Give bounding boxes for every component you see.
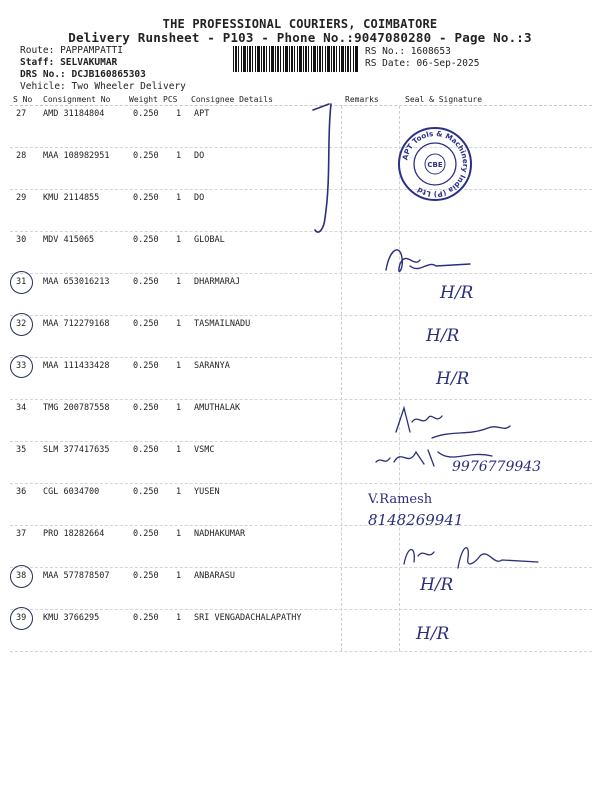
row-divider [10, 357, 592, 358]
company-stamp [397, 126, 473, 202]
col-seal-signature: Seal & Signature [405, 95, 483, 104]
rs-no-label: RS No.: [365, 46, 406, 57]
row-divider [10, 651, 592, 652]
bracket-mark [305, 98, 345, 243]
row-pcs: 1 [176, 613, 182, 623]
stamp-center-text: CBE [427, 161, 443, 169]
row-weight: 0.250 [133, 319, 159, 329]
row-sno: 36 [16, 487, 27, 497]
row-consignee: AMUTHALAK [194, 403, 241, 413]
row-consignee: SARANYA [194, 361, 230, 371]
row-weight: 0.250 [133, 529, 159, 539]
hr-mark-33: H/R [436, 369, 470, 389]
row-divider [10, 609, 592, 610]
rs-date-label: RS Date: [365, 58, 411, 69]
route-value: PAPPAMPATTI [60, 45, 123, 56]
row-consignment: MDV 415065 [43, 235, 95, 245]
hr-mark-31: H/R [440, 283, 474, 303]
drs-label: DRS No.: [20, 69, 66, 80]
hr-mark-39: H/R [416, 624, 450, 644]
phone-36: 8148269941 [368, 511, 464, 529]
row-consignee: DHARMARAJ [194, 277, 241, 287]
name-36: V.Ramesh [368, 492, 433, 507]
row-sno: 27 [16, 109, 27, 119]
row-consignee: VSMC [194, 445, 215, 455]
row-divider [10, 231, 592, 232]
vehicle-value: Two Wheeler Delivery [71, 81, 186, 92]
row-weight: 0.250 [133, 277, 159, 287]
row-sno: 30 [16, 235, 27, 245]
route-label: Route: [20, 45, 55, 56]
row-sno: 39 [16, 613, 27, 623]
row-sno: 31 [16, 277, 27, 287]
runsheet-subtitle: Delivery Runsheet - P103 - Phone No.:9047080280 - Page No.:3 [68, 30, 532, 45]
row-weight: 0.250 [133, 361, 159, 371]
rs-date-field [365, 58, 479, 69]
row-consignment: AMD 31184804 [43, 109, 105, 119]
signature-31 [380, 240, 490, 288]
row-consignment: KMU 3766295 [43, 613, 100, 623]
row-pcs: 1 [176, 151, 182, 161]
row-consignment: SLM 377417635 [43, 445, 110, 455]
row-weight: 0.250 [133, 571, 159, 581]
row-consignee: ANBARASU [194, 571, 235, 581]
vehicle-field [20, 81, 186, 92]
drs-value: DCJB160865303 [71, 69, 146, 80]
col-consignee: Consignee Details [191, 95, 273, 104]
row-sno: 32 [16, 319, 27, 329]
header-divider [10, 105, 592, 106]
row-divider [10, 483, 592, 484]
row-pcs: 1 [176, 571, 182, 581]
col-weight: Weight [129, 95, 158, 104]
row-sno: 29 [16, 193, 27, 203]
row-divider [10, 147, 592, 148]
row-weight: 0.250 [133, 235, 159, 245]
drs-field [20, 69, 146, 80]
row-consignment: KMU 2114855 [43, 193, 100, 203]
col-consignment: Consignment No [43, 95, 111, 104]
phone-35: 9976779943 [452, 459, 542, 475]
row-consignee: DO [194, 151, 205, 161]
row-weight: 0.250 [133, 445, 159, 455]
row-sno: 35 [16, 445, 27, 455]
rs-date-value: 06-Sep-2025 [416, 58, 480, 69]
row-divider [10, 525, 592, 526]
row-weight: 0.250 [133, 403, 159, 413]
row-divider [10, 189, 592, 190]
row-consignment: MAA 653016213 [43, 277, 110, 287]
row-consignment: PRO 18282664 [43, 529, 105, 539]
staff-label: Staff: [20, 57, 55, 68]
row-consignment: MAA 108982951 [43, 151, 110, 161]
row-divider [10, 399, 592, 400]
row-consignee: GLOBAL [194, 235, 225, 245]
row-pcs: 1 [176, 529, 182, 539]
row-consignment: MAA 111433428 [43, 361, 110, 371]
row-pcs: 1 [176, 361, 182, 371]
row-consignment: CGL 6034700 [43, 487, 100, 497]
row-weight: 0.250 [133, 151, 159, 161]
staff-value: SELVAKUMAR [60, 57, 118, 68]
row-sno: 34 [16, 403, 27, 413]
hr-mark-38: H/R [420, 575, 454, 595]
route-field [20, 45, 123, 56]
row-sno: 37 [16, 529, 27, 539]
col-remarks: Remarks [345, 95, 379, 104]
row-consignee: YUSEN [194, 487, 220, 497]
row-pcs: 1 [176, 319, 182, 329]
row-pcs: 1 [176, 487, 182, 497]
barcode [233, 46, 358, 72]
row-pcs: 1 [176, 193, 182, 203]
vehicle-label: Vehicle: [20, 81, 66, 92]
row-divider [10, 315, 592, 316]
row-weight: 0.250 [133, 193, 159, 203]
row-consignee: NADHAKUMAR [194, 529, 246, 539]
row-weight: 0.250 [133, 487, 159, 497]
row-consignment: TMG 200787558 [43, 403, 110, 413]
row-pcs: 1 [176, 109, 182, 119]
row-consignee: TASMAILNADU [194, 319, 251, 329]
row-consignee: DO [194, 193, 205, 203]
rs-no-value: 1608653 [410, 46, 451, 57]
row-consignment: MAA 577878507 [43, 571, 110, 581]
hr-mark-32: H/R [426, 326, 460, 346]
col-pcs: PCS [163, 95, 178, 104]
row-pcs: 1 [176, 235, 182, 245]
row-pcs: 1 [176, 445, 182, 455]
row-weight: 0.250 [133, 613, 159, 623]
row-pcs: 1 [176, 403, 182, 413]
row-consignee: SRI VENGADACHALAPATHY [194, 613, 302, 623]
row-divider [10, 273, 592, 274]
col-sno: S No [13, 95, 33, 104]
document-title: THE PROFESSIONAL COURIERS, COIMBATORE [162, 17, 438, 31]
staff-field [20, 57, 117, 68]
row-pcs: 1 [176, 277, 182, 287]
row-weight: 0.250 [133, 109, 159, 119]
stamp-ring-text: APT Tools & Machinery India (P) Ltd [400, 128, 471, 200]
row-consignee: APT [194, 109, 210, 119]
row-sno: 28 [16, 151, 27, 161]
row-sno: 33 [16, 361, 27, 371]
row-consignment: MAA 712279168 [43, 319, 110, 329]
row-sno: 38 [16, 571, 27, 581]
rs-no-field [365, 46, 451, 57]
